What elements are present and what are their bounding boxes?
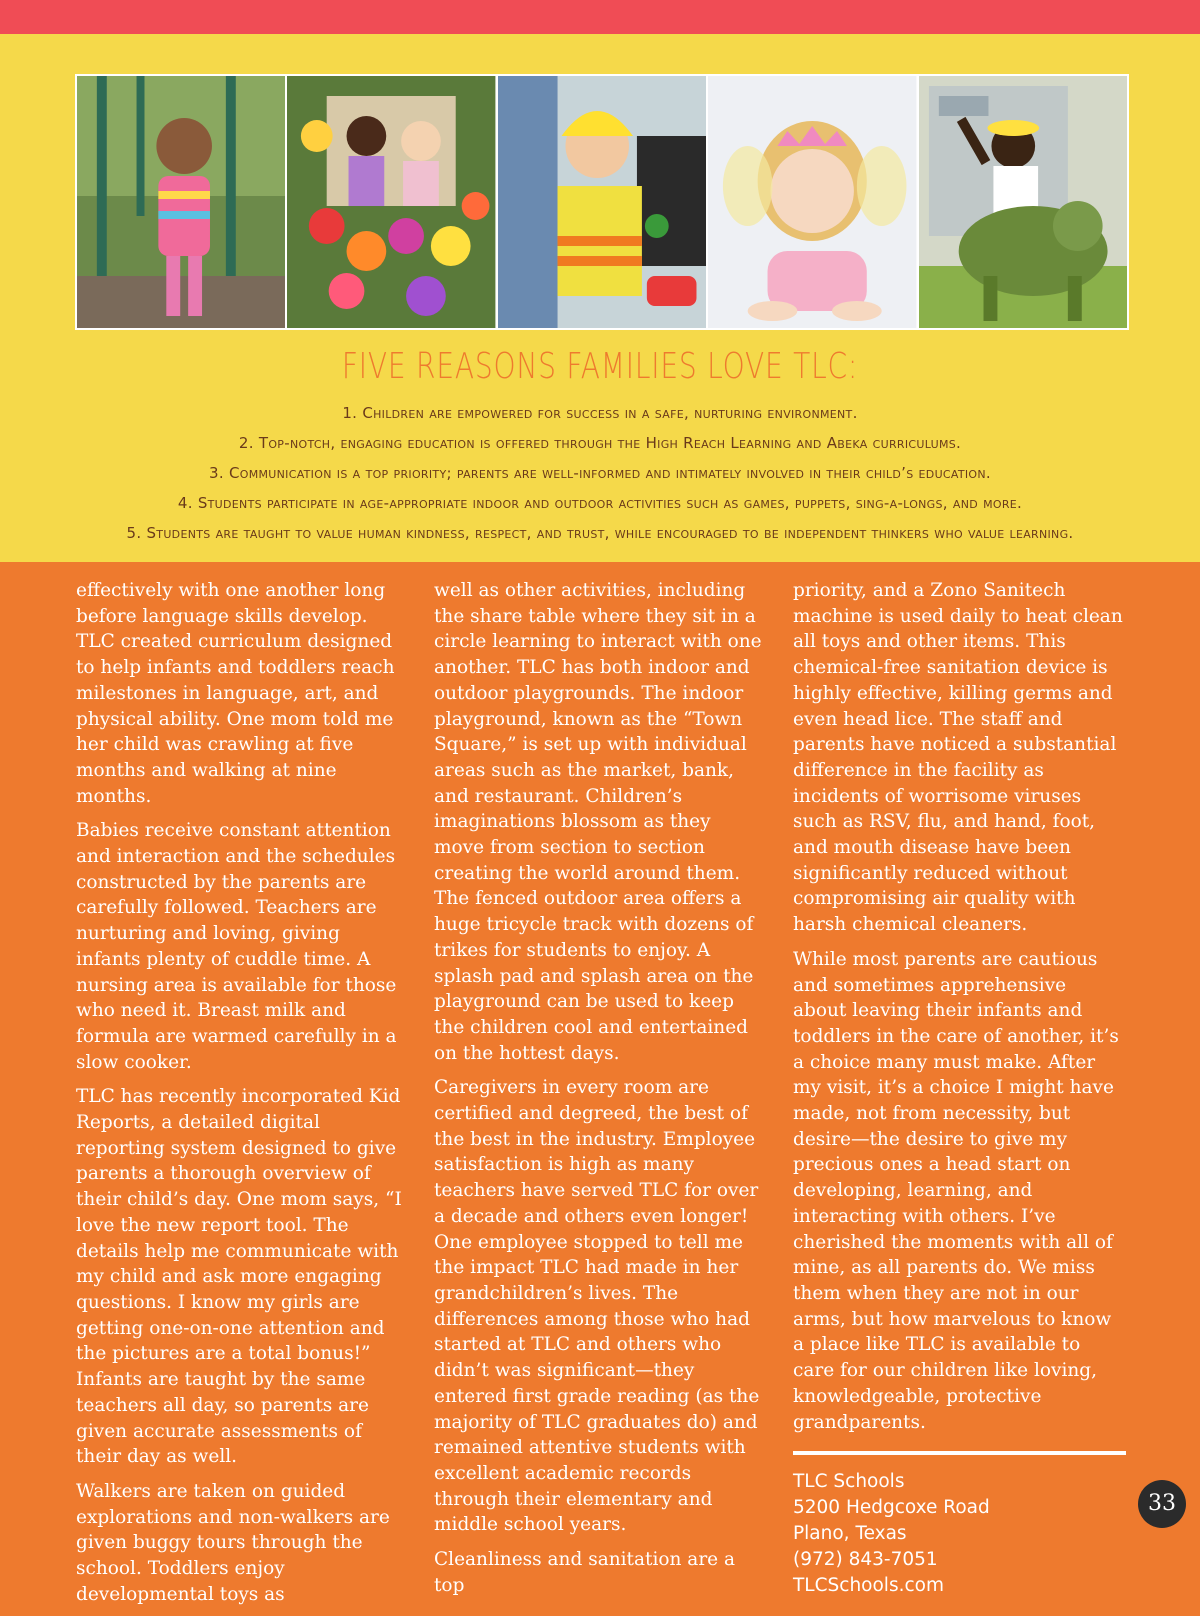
- contact-street: 5200 Hedgcoxe Road: [793, 1497, 990, 1519]
- reason-item: 3. Communication is a top priority; parents are well-informed and intimately involved in their child’s education.: [209, 464, 991, 482]
- reason-item: 2. Top-notch, engaging education is offered through the High Reach Learning and Abeka curriculums.: [238, 434, 962, 452]
- contact-name: TLC Schools: [793, 1471, 905, 1493]
- article-paragraph: While most parents are cautious and sometimes apprehensive about leaving their infants and toddlers in the care of another, it’s a choice many must make. After my visit, it’s a choice I might have made, not from necessity, but desire—the desire to give my precious ones a head start on developing, learning, and interacting with others. I’ve cherished the moments with all of mine, as all parents do. We miss them when they are not in our arms, but how marvelous to know a place like TLC is available to care for our children like loving, knowledgeable, protective grandparents.: [793, 948, 1119, 1433]
- article-paragraph: well as other activities, including the share table where they sit in a circle learning to interact with one another. TLC has both indoor and outdoor playgrounds. The indoor playground, known as the “Town Square,” is set up with individual areas such as the market, bank, and restaurant. Children’s imaginations blossom as they move from section to section creating the world around them. The fenced outdoor area offers a huge tricycle track with dozens of trikes for students to enjoy. A splash pad and splash area on the playground can be used to keep the children cool and entertained on the hottest days.: [434, 580, 762, 1064]
- article-paragraph: TLC has recently incorporated Kid Reports, a detailed digital reporting system designed to give parents a thorough overview of their child’s day. One mom says, “I love the new report tool. The details help me communicate with my child and ask more engaging questions. I know my girls are getting one-on-one attention and the pictures are a total bonus!” Infants are taught by the same teachers all day, so parents are given accurate assessments of their day as well.: [76, 1086, 402, 1468]
- article-column-1: [76, 578, 406, 1616]
- contact-website[interactable]: TLCSchools.com: [793, 1575, 944, 1597]
- article-paragraph: Caregivers in every room are certified and degreed, the best of the best in the industry. Employee satisfaction is high as many teachers have served TLC for over a decade and others even longer! One employee stopped to tell me the impact TLC had made in her grandchildren’s lives. The differences among those who had started at TLC and others who didn’t was significant—they entered first grade reading (as the majority of TLC graduates do) and remained attentive students with excellent academic records through their elementary and middle school years.: [434, 1077, 760, 1536]
- article-column-2: [434, 578, 764, 1607]
- photo-strip: [75, 74, 1129, 330]
- article-paragraph: effectively with one another long before language skills develop. TLC created curriculum designed to help infants and toddlers reach milestones in language, art, and physical ability. One mom told me her child was crawling at five months and walking at nine months.: [76, 580, 395, 807]
- reason-item: 5. Students are taught to value human kindness, respect, and trust, while encouraged to be independent thinkers who value learning.: [126, 524, 1074, 542]
- article-paragraph: priority, and a Zono Sanitech machine is used daily to heat clean all toys and other items. This chemical-free sanitation device is highly effective, killing germs and even head lice. The staff and parents have noticed a substantial difference in the facility as incidents of worrisome viruses such as RSV, flu, and hand, foot, and mouth disease have been significantly reduced without compromising air quality with harsh chemical cleaners.: [793, 580, 1123, 936]
- photo-playground-girl: [77, 76, 287, 328]
- photo-flowers-girls: [287, 76, 497, 328]
- article-paragraph: Walkers are taken on guided explorations and non-walkers are given buggy tours through the school. Toddlers enjoy developmental toys as: [76, 1480, 390, 1605]
- article-paragraph: Cleanliness and sanitation are a top: [434, 1549, 736, 1596]
- contact-block: [793, 1469, 1123, 1599]
- article-column-3: [793, 578, 1123, 1599]
- contact-city: Plano, Texas: [793, 1523, 907, 1545]
- page-number-badge: 33: [1138, 1480, 1186, 1528]
- reason-item: 1. Children are empowered for success in a safe, nurturing environment.: [342, 404, 858, 422]
- article-paragraph: Babies receive constant attention and interaction and the schedules constructed by the parents are carefully followed. Teachers are nurturing and loving, giving infants plenty of cuddle time. A nursing area is available for those who need it. Breast milk and formula are warmed carefully in a slow cooker.: [76, 820, 397, 1073]
- reasons-title: FIVE REASONS FAMILIES LOVE TLC:: [341, 346, 859, 387]
- reason-item: 4. Students participate in age-appropriate indoor and outdoor activities such as games, puppets, sing-a-longs, and more.: [177, 494, 1023, 512]
- photo-construction-boy: [498, 76, 708, 328]
- top-color-bar: [0, 0, 1200, 34]
- contact-divider: [793, 1451, 1126, 1455]
- contact-phone[interactable]: (972) 843-7051: [793, 1549, 938, 1571]
- photo-dinosaur-boy: [919, 76, 1127, 328]
- photo-princess-girl: [708, 76, 918, 328]
- reasons-list: [0, 398, 1200, 548]
